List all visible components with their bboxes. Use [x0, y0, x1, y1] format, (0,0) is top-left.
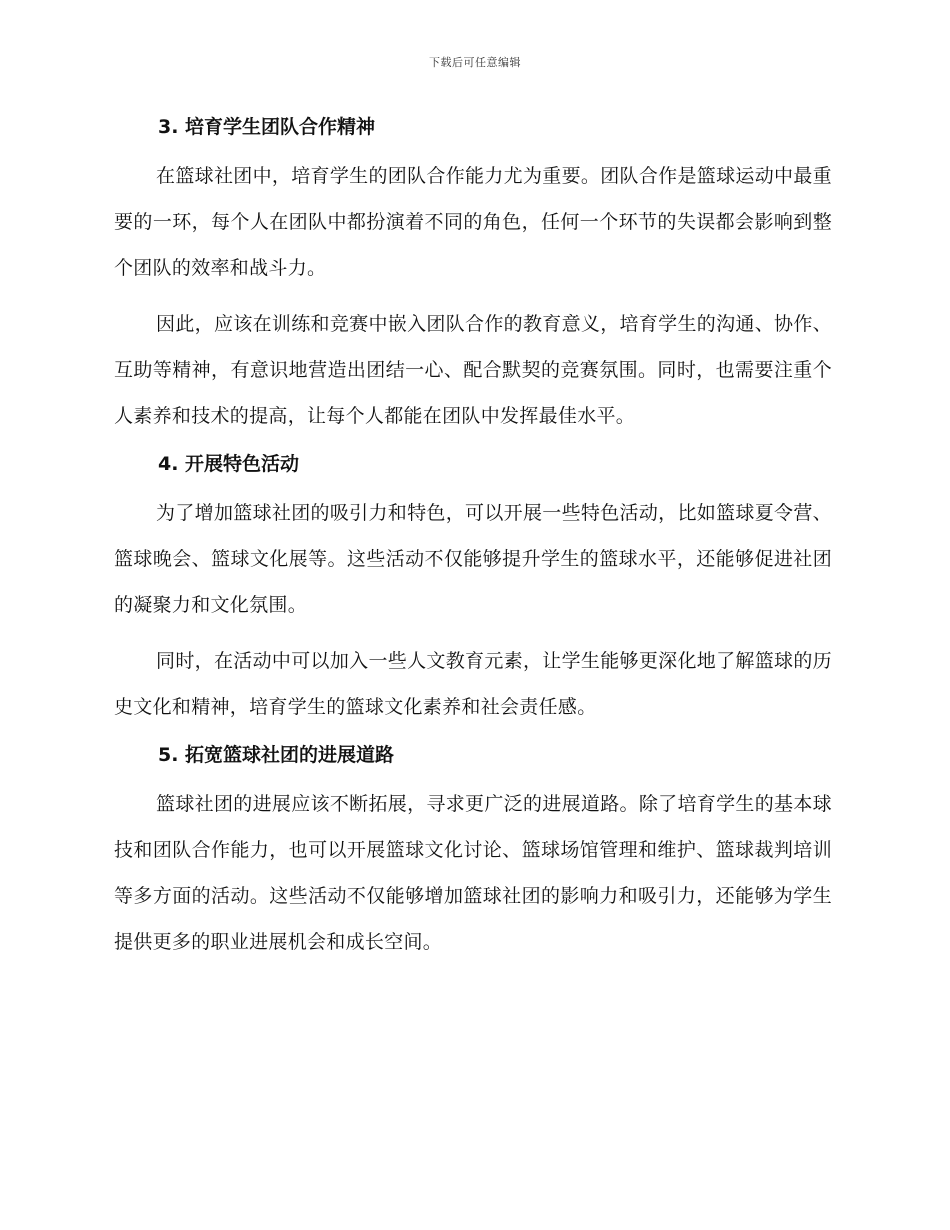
section-heading: 4. 开展特色活动 — [158, 453, 300, 475]
section-heading: 5. 拓宽篮球社团的进展道路 — [158, 744, 395, 766]
page-header-note: 下载后可任意编辑 — [429, 56, 521, 69]
section-5 — [114, 740, 832, 965]
paragraph: 同时，在活动中可以加入一些人文教育元素，让学生能够更深化地了解篮球的历史文化和精神，培育学生的篮球文化素养和社会责任感。 — [114, 650, 832, 718]
paragraph: 因此，应该在训练和竞赛中嵌入团队合作的教育意义，培育学生的沟通、协作、互助等精神，有意识地营造出团结一心、配合默契的竞赛氛围。同时，也需要注重个人素养和技术的提高，让每个人都能在团队中发挥最佳水平。 — [114, 313, 832, 427]
section-heading: 3. 培育学生团队合作精神 — [158, 116, 376, 138]
paragraph: 为了增加篮球社团的吸引力和特色，可以开展一些特色活动，比如篮球夏令营、篮球晚会、篮球文化展等。这些活动不仅能够提升学生的篮球水平，还能够促进社团的凝聚力和文化氛围。 — [114, 502, 832, 616]
document-body — [114, 112, 832, 965]
paragraph: 在篮球社团中，培育学生的团队合作能力尤为重要。团队合作是篮球运动中最重要的一环，每个人在团队中都扮演着不同的角色，任何一个环节的失误都会影响到整个团队的效率和战斗力。 — [114, 165, 832, 279]
section-3 — [114, 112, 832, 439]
paragraph: 篮球社团的进展应该不断拓展，寻求更广泛的进展道路。除了培育学生的基本球技和团队合作能力，也可以开展篮球文化讨论、篮球场馆管理和维护、篮球裁判培训等多方面的活动。这些活动不仅能够增加篮球社团的影响力和吸引力，还能够为学生提供更多的职业进展机会和成长空间。 — [114, 793, 832, 953]
section-4 — [114, 449, 832, 730]
